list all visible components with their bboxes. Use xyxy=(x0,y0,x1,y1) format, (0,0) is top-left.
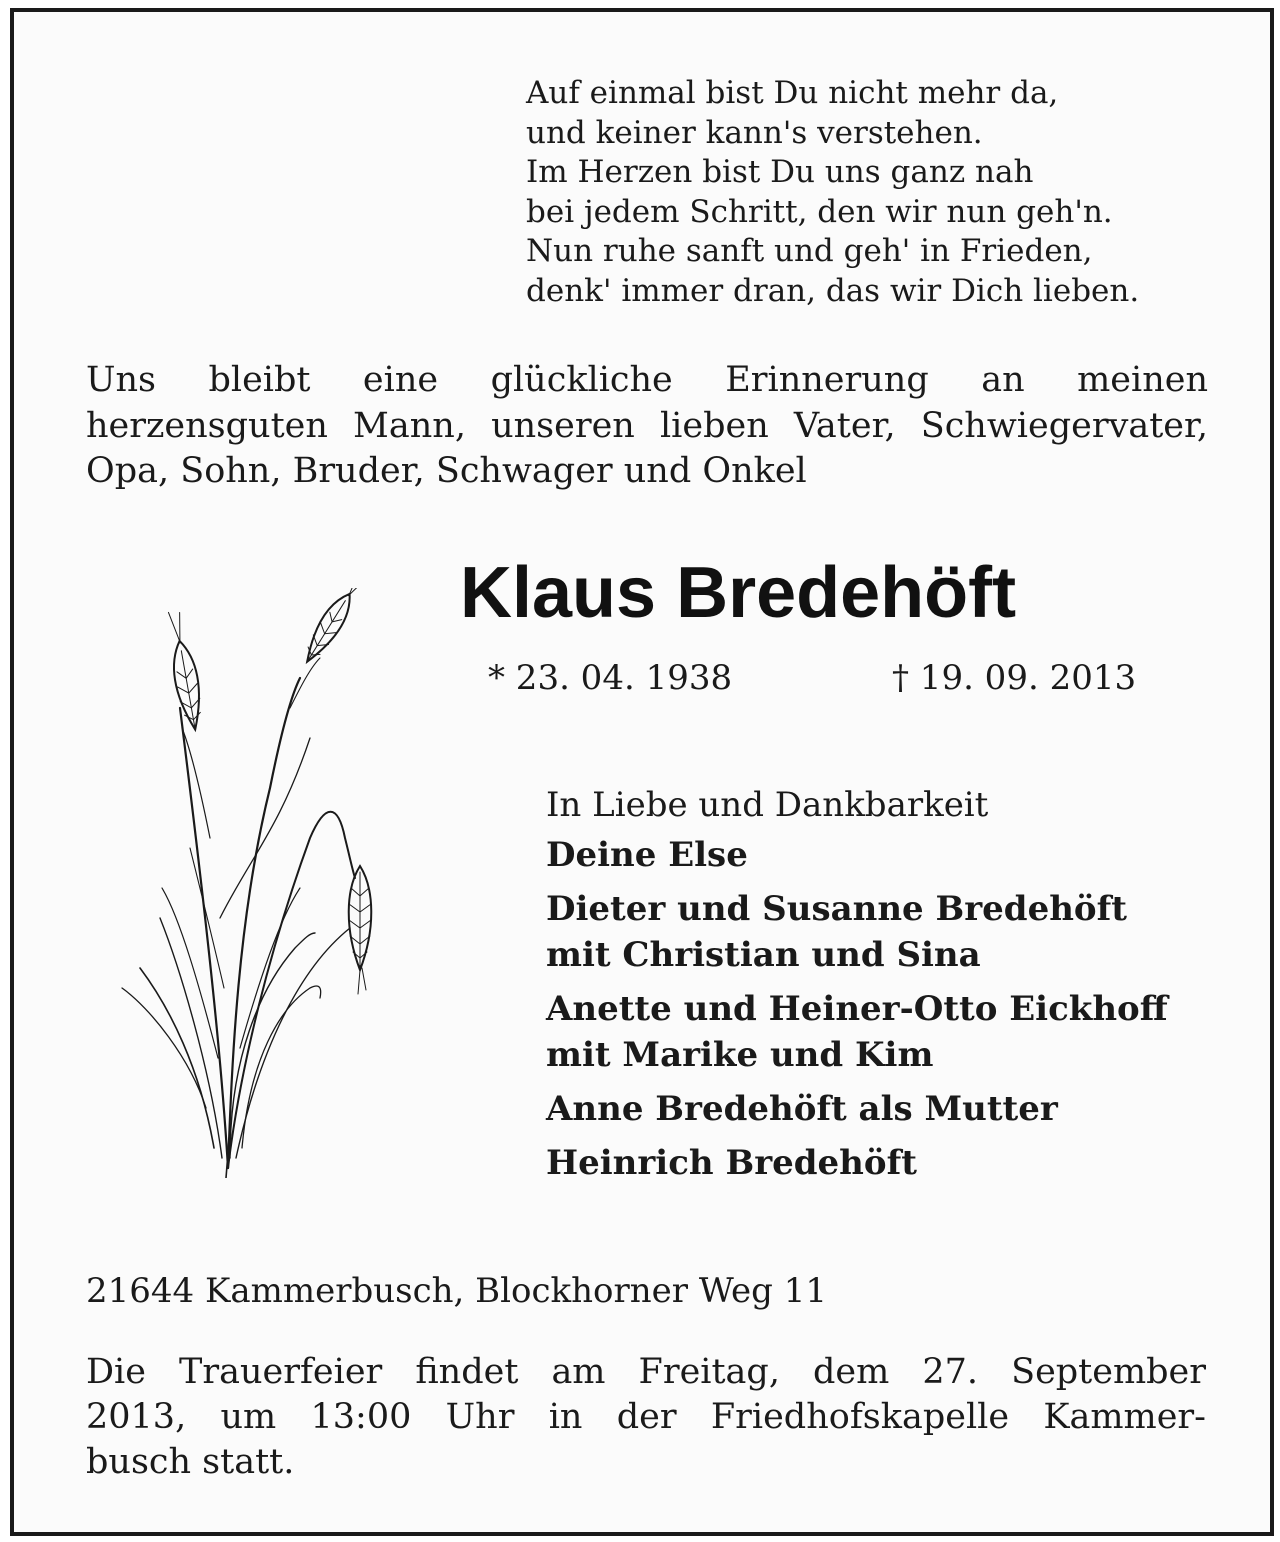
poem-line: bei jedem Schritt, den wir nun geh'n. xyxy=(526,193,1113,230)
wheat-illustration xyxy=(110,588,400,1178)
service-line: 2013, um 13:00 Uhr in der Friedhofskapelle Kammer- xyxy=(86,1397,1206,1437)
mourner-group xyxy=(546,1140,1266,1186)
poem-line: denk' immer dran, das wir Dich lieben. xyxy=(526,272,1140,309)
intro-line: Opa, Sohn, Bruder, Schwager und Onkel xyxy=(86,451,807,491)
mourner-line: Anette und Heiner-Otto Eickhoff xyxy=(546,989,1168,1029)
mourner-line: Deine Else xyxy=(546,835,748,875)
poem-line: und keiner kann's verstehen. xyxy=(526,114,983,151)
poem xyxy=(526,74,1266,312)
deceased-name: Klaus Bredehöft xyxy=(460,553,1017,633)
poem-line: Auf einmal bist Du nicht mehr da, xyxy=(526,75,1059,111)
mourner-line: mit Marike und Kim xyxy=(546,1035,934,1075)
service-line: busch statt. xyxy=(86,1442,295,1482)
obituary-frame xyxy=(10,8,1274,1536)
greeting: In Liebe und Dankbarkeit xyxy=(546,785,989,825)
mourner-line: Heinrich Bredehöft xyxy=(546,1143,917,1183)
mourner-line: Anne Bredehöft als Mutter xyxy=(546,1089,1058,1129)
mourner-group xyxy=(546,886,1266,978)
intro-text xyxy=(86,358,1208,495)
service-notice xyxy=(86,1350,1206,1485)
intro-line: Uns bleibt eine glückliche Erinnerung an meinen xyxy=(86,360,1208,400)
poem-line: Im Herzen bist Du uns ganz nah xyxy=(526,154,1034,191)
mourner-group xyxy=(546,986,1266,1078)
mourner-group xyxy=(546,832,1266,878)
poem-line: Nun ruhe sanft und geh' in Frieden, xyxy=(526,233,1093,270)
mourner-line: Dieter und Susanne Bredehöft xyxy=(546,889,1127,929)
birth-date: * 23. 04. 1938 xyxy=(488,658,733,698)
mourner-group xyxy=(546,1086,1266,1132)
intro-line: herzensguten Mann, unseren lieben Vater, Schwiegervater, xyxy=(86,405,1208,446)
address: 21644 Kammerbusch, Blockhorner Weg 11 xyxy=(86,1271,827,1311)
mourner-line: mit Christian und Sina xyxy=(546,935,981,975)
service-line: Die Trauerfeier findet am Freitag, dem 27. September xyxy=(86,1352,1206,1392)
mourners-list xyxy=(546,782,1266,1194)
death-date: † 19. 09. 2013 xyxy=(892,658,1137,698)
